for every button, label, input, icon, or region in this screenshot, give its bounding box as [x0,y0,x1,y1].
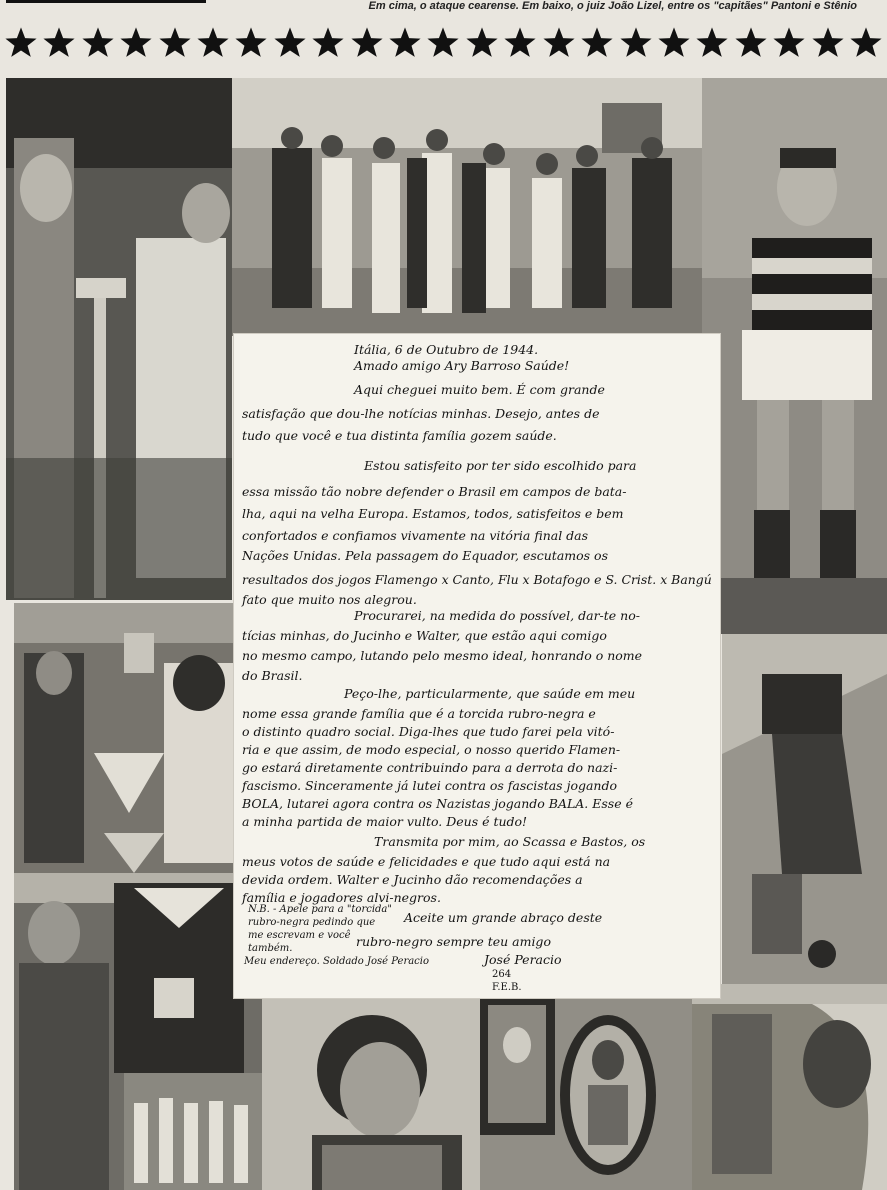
photo-radio [14,873,262,1190]
star-icon [811,26,845,60]
star-icon [42,26,76,60]
handwritten-letter [234,334,720,998]
star-icon [465,26,499,60]
letter-line: fascismo. Sinceramente já lutei contra os fascistas jogando [242,778,618,793]
star-icon [772,26,806,60]
address-label: Meu endereço. Soldado José Peracio [244,956,430,967]
star-icon [734,26,768,60]
letter-line: nome essa grande família que é a torcida rubro-negra e [242,706,596,721]
letter-line: rubro-negro sempre teu amigo [356,934,551,949]
star-icon [695,26,729,60]
star-icon [657,26,691,60]
letter-line: go estará diretamente contribuindo para a derrota do nazi- [242,760,618,775]
photo-player [702,78,887,634]
star-icon [196,26,230,60]
letter-line: essa missão tão nobre defender o Brasil em campos de bata- [242,484,627,499]
unit-label: F.E.B. [492,982,522,993]
photo-action [722,634,887,984]
letter-line: tudo que você e tua distinta família gozem saúde. [242,428,557,443]
postscript-line: rubro-negra pedindo que [248,917,376,928]
postscript-line: N.B. - Apele para a "torcida" [248,904,392,915]
photo-weighing [6,78,232,600]
letter-line: a minha partida de maior vulto. Deus é tudo! [242,814,528,829]
star-icon [4,26,38,60]
photo-ornament [692,984,887,1190]
star-icon [311,26,345,60]
letter-line: o distinto quadro social. Diga-lhes que tudo farei pela vitó- [242,724,615,739]
star-border [0,18,887,68]
letter-line: Procurarei, na medida do possível, dar-te no- [354,608,640,623]
letter-line: resultados dos jogos Flamengo x Canto, Flu x Botafogo e S. Crist. x Bangú [242,572,712,587]
star-icon [350,26,384,60]
letter-line: José Peracio [484,952,562,967]
letter-line: família e jogadores alvi-negros. [242,890,441,905]
photo-crowd [232,78,702,336]
star-icon [234,26,268,60]
letter-line: meus votos de saúde e felicidades e que tudo aqui está na [242,854,611,869]
letter-line: Amado amigo Ary Barroso Saúde! [354,358,570,373]
postscript-line: me escrevam e você [248,930,351,941]
letter-line: Nações Unidas. Pela passagem do Equador, escutamos os [242,548,608,563]
letter-line: Transmita por mim, ao Scassa e Bastos, os [374,834,646,849]
photo-pennant-room [14,603,250,873]
star-icon [158,26,192,60]
star-icon [426,26,460,60]
letter-line: do Brasil. [242,668,303,683]
postscript-line: também. [248,943,293,954]
letter-line: BOLA, lutarei agora contra os Nazistas jogando BALA. Esse é [242,796,633,811]
photo-framed-portraits [480,990,692,1190]
photo-woman-portrait [262,995,480,1190]
star-icon [849,26,883,60]
star-icon [388,26,422,60]
unit-number: 264 [492,969,512,980]
star-icon [542,26,576,60]
letter-line: Itália, 6 de Outubro de 1944. [354,342,539,357]
letter-line: no mesmo campo, lutando pelo mesmo ideal, honrando o nome [242,648,643,663]
letter-line: fato que muito nos alegrou. [242,592,417,607]
letter-line: Peço-lhe, particularmente, que saúde em meu [344,686,636,701]
star-icon [503,26,537,60]
star-icon [119,26,153,60]
letter-line: ria e que assim, de modo especial, o nosso querido Flamen- [242,742,621,757]
letter-line: Aqui cheguei muito bem. É com grande [354,382,605,397]
letter-line: Estou satisfeito por ter sido escolhido para [364,458,637,473]
letter-line: satisfação que dou-lhe notícias minhas. Desejo, antes de [242,406,600,421]
star-icon [619,26,653,60]
letter-line: confortados e confiamos vivamente na vitória final das [242,528,589,543]
photo-caption: Em cima, o ataque cearense. Em baixo, o juiz João Lizel, entre os "capitães" Pantoni e Stênio [368,0,857,12]
star-icon [580,26,614,60]
letter-line: tícias minhas, do Jucinho e Walter, que estão aqui comigo [242,628,607,643]
star-icon [81,26,115,60]
letter-line: lha, aqui na velha Europa. Estamos, todos, satisfeitos e bem [242,506,624,521]
star-icon [273,26,307,60]
letter-line: Aceite um grande abraço deste [404,910,603,925]
letter-line: devida ordem. Walter e Jucinho dão recomendações a [242,872,583,887]
